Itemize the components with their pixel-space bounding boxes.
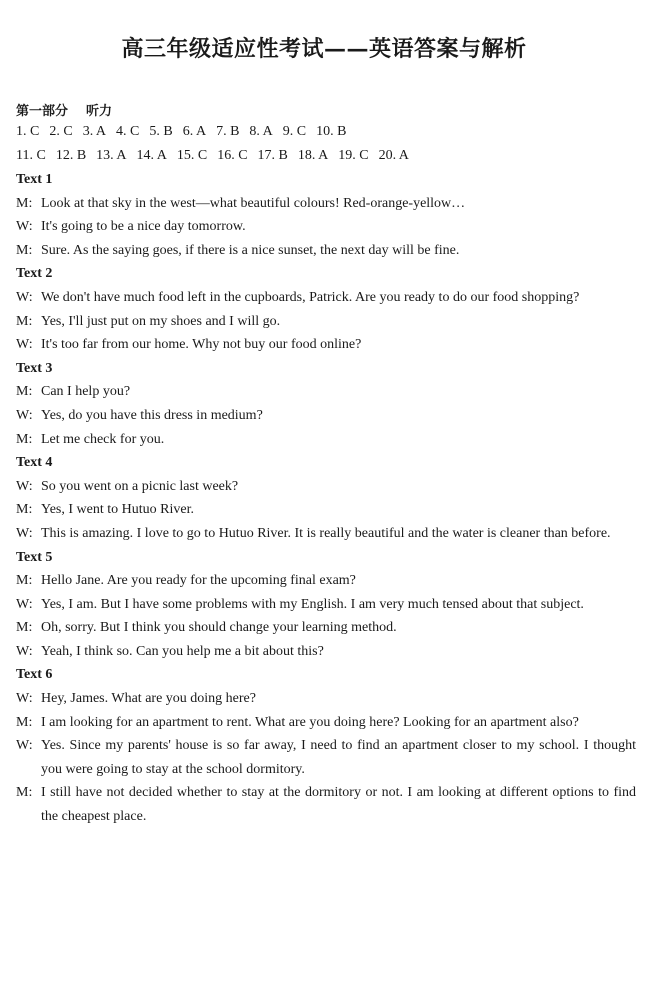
speaker-label: W: bbox=[16, 289, 33, 305]
page-title: 高三年级适应性考试——英语答案与解析 bbox=[121, 36, 527, 62]
answer-item: 6. A bbox=[182, 124, 207, 139]
answer-row-2 bbox=[16, 146, 636, 166]
answer-item: 11. C bbox=[16, 148, 46, 163]
answer-item: 13. A bbox=[96, 148, 127, 163]
dialogue-text: Yes, I am. But I have some problems with my English. I am very much tensed about that subject. bbox=[41, 596, 584, 612]
dialogue-line bbox=[16, 687, 636, 711]
speaker-label: M: bbox=[16, 620, 33, 636]
dialogue-text: Yes, do you have this dress in medium? bbox=[41, 407, 263, 423]
answer-item: 4. C bbox=[116, 124, 140, 139]
dialogue-line bbox=[16, 333, 636, 357]
answer-item: 20. A bbox=[378, 148, 409, 163]
speaker-label: M: bbox=[16, 384, 33, 400]
text-heading: Text 6 bbox=[16, 667, 53, 683]
speaker-label: M: bbox=[16, 242, 33, 258]
dialogue-text: Hey, James. What are you doing here? bbox=[41, 691, 256, 707]
section-sub: 听力 bbox=[86, 104, 113, 119]
answer-item: 12. B bbox=[55, 148, 87, 163]
dialogue-text: Sure. As the saying goes, if there is a nice sunset, the next day will be fine. bbox=[41, 242, 460, 258]
speaker-label: M: bbox=[16, 431, 33, 447]
answer-item: 19. C bbox=[338, 148, 369, 163]
text-heading: Text 2 bbox=[16, 266, 53, 282]
section-heading bbox=[16, 100, 112, 119]
dialogue-line bbox=[16, 781, 636, 828]
speaker-label: M: bbox=[16, 502, 33, 518]
dialogue-text: I still have not decided whether to stay at the dormitory or not. I am looking at different options to find the cheapest place. bbox=[41, 785, 636, 825]
dialogue-line bbox=[16, 498, 636, 522]
speaker-label: W: bbox=[16, 407, 33, 423]
speaker-label: M: bbox=[16, 195, 33, 211]
answer-item: 17. B bbox=[257, 148, 288, 163]
listening-transcript bbox=[16, 168, 636, 829]
dialogue-line bbox=[16, 522, 636, 546]
dialogue-line bbox=[16, 734, 636, 781]
dialogue-text: It's too far from our home. Why not buy our food online? bbox=[41, 337, 362, 353]
speaker-label: W: bbox=[16, 219, 33, 235]
answer-item: 7. B bbox=[216, 124, 240, 139]
speaker-label: W: bbox=[16, 691, 33, 707]
dialogue-text: Let me check for you. bbox=[41, 431, 165, 447]
dialogue-line bbox=[16, 404, 636, 428]
answer-item: 10. B bbox=[316, 124, 347, 139]
dialogue-text: Yes. Since my parents' house is so far away, I need to find an apartment closer to my school. I thought you were going to stay at the school dormitory. bbox=[41, 738, 636, 777]
dialogue-text: We don't have much food left in the cupboards, Patrick. Are you ready to do our food shopping? bbox=[41, 289, 580, 305]
dialogue-line bbox=[16, 616, 636, 640]
answer-item: 9. C bbox=[282, 124, 307, 139]
speaker-label: W: bbox=[16, 738, 33, 754]
dialogue-text: It's going to be a nice day tomorrow. bbox=[41, 219, 246, 235]
text-heading: Text 3 bbox=[16, 360, 53, 376]
speaker-label: W: bbox=[16, 596, 33, 612]
text-heading: Text 4 bbox=[16, 455, 53, 471]
dialogue-text: Hello Jane. Are you ready for the upcoming final exam? bbox=[41, 573, 356, 589]
dialogue-line bbox=[16, 569, 636, 593]
dialogue-line bbox=[16, 215, 636, 239]
speaker-label: M: bbox=[16, 313, 33, 329]
dialogue-line bbox=[16, 711, 636, 735]
answer-item: 15. C bbox=[176, 148, 208, 163]
answer-item: 16. C bbox=[217, 148, 248, 163]
dialogue-line bbox=[16, 239, 636, 263]
answer-item: 8. A bbox=[249, 124, 273, 139]
answer-item: 14. A bbox=[136, 148, 167, 163]
answer-item: 3. A bbox=[82, 124, 107, 139]
dialogue-line bbox=[16, 640, 636, 664]
speaker-label: M: bbox=[16, 573, 33, 589]
speaker-label: M: bbox=[16, 714, 33, 730]
speaker-label: M: bbox=[16, 785, 33, 801]
section-label: 第一部分 bbox=[16, 104, 69, 119]
dialogue-text: Look at that sky in the west—what beautiful colours! Red-orange-yellow… bbox=[41, 195, 466, 211]
dialogue-line bbox=[16, 192, 636, 216]
text-heading: Text 5 bbox=[16, 549, 53, 565]
dialogue-line bbox=[16, 380, 636, 404]
speaker-label: W: bbox=[16, 478, 33, 494]
dialogue-line bbox=[16, 475, 636, 499]
answer-item: 1. C bbox=[16, 124, 40, 139]
dialogue-text: Yes, I went to Hutuo River. bbox=[41, 502, 194, 518]
dialogue-text: Yes, I'll just put on my shoes and I will go. bbox=[41, 313, 281, 329]
answer-item: 5. B bbox=[149, 124, 173, 139]
answer-item: 18. A bbox=[297, 148, 329, 163]
dialogue-text: Yeah, I think so. Can you help me a bit about this? bbox=[41, 643, 324, 659]
dialogue-line bbox=[16, 310, 636, 334]
answer-row-1 bbox=[16, 122, 636, 142]
dialogue-line bbox=[16, 428, 636, 452]
speaker-label: W: bbox=[16, 643, 33, 659]
dialogue-text: I am looking for an apartment to rent. What are you doing here? Looking for an apartment also? bbox=[41, 714, 579, 730]
text-heading: Text 1 bbox=[16, 172, 53, 187]
dialogue-line bbox=[16, 593, 636, 617]
speaker-label: W: bbox=[16, 337, 33, 353]
speaker-label: W: bbox=[16, 525, 33, 541]
answer-item: 2. C bbox=[49, 124, 73, 139]
dialogue-text: This is amazing. I love to go to Hutuo River. It is really beautiful and the water is cleaner than before. bbox=[41, 525, 611, 541]
dialogue-text: So you went on a picnic last week? bbox=[41, 478, 239, 494]
dialogue-text: Oh, sorry. But I think you should change your learning method. bbox=[41, 620, 397, 636]
dialogue-text: Can I help you? bbox=[41, 384, 131, 400]
dialogue-line bbox=[16, 286, 636, 310]
